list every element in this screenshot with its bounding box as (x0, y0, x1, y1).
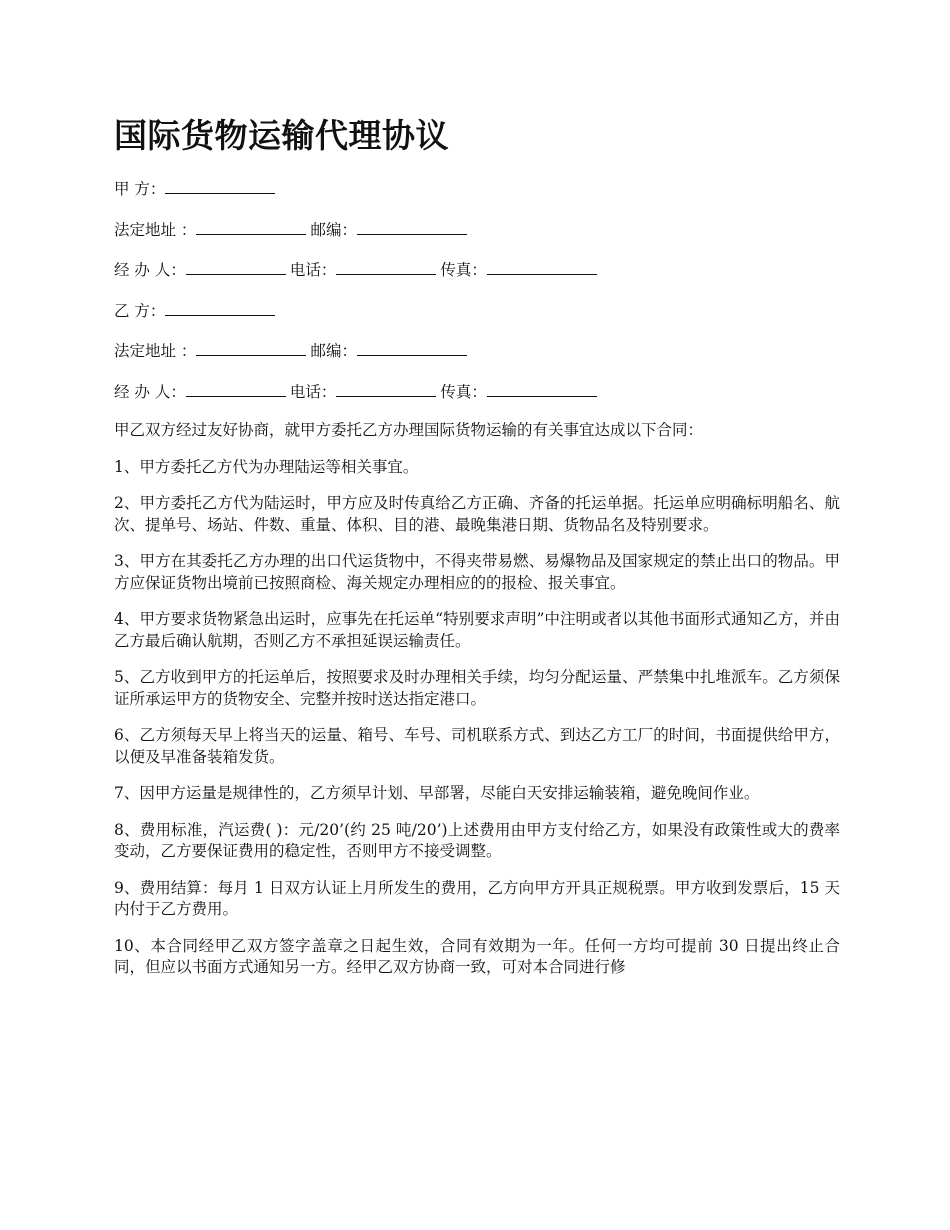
party-a-handler-blank (186, 259, 286, 275)
party-a-address-line (114, 218, 840, 242)
clause-7: 7、因甲方运量是规律性的，乙方须早计划、早部署，尽能白天安排运输装箱，避免晚间作业。 (114, 784, 760, 802)
party-b-postcode-label: 邮编： (310, 342, 357, 360)
party-b-blank (165, 300, 275, 316)
party-a-line (114, 177, 840, 201)
party-b-address-blank (196, 340, 306, 356)
party-a-phone-blank (336, 259, 436, 275)
party-a-address-blank (196, 219, 306, 235)
party-b-handler-blank (186, 381, 286, 397)
party-b-fax-blank (487, 381, 597, 397)
party-b-address-label: 法定地址 ： (114, 342, 197, 360)
party-a-handler-label: 经 办 人： (114, 261, 186, 279)
party-b-handler-label: 经 办 人： (114, 382, 186, 401)
party-a-blank (165, 178, 275, 194)
clause-3: 3、甲方在其委托乙方办理的出口代运货物中，不得夹带易燃、易爆物品及国家规定的禁止出口的物品。甲方应保证货物出境前已按照商检、海关规定办理相应的的报检、报关事宜。 (114, 552, 840, 592)
party-b-handler-line (114, 380, 840, 404)
clause-10: 10、本合同经甲乙双方签字盖章之日起生效，合同有效期为一年。任何一方均可提前 30 日提出终止合同，但应以书面方式通知另一方。经甲乙双方协商一致，可对本合同进行修 (114, 936, 840, 976)
party-a-fax-label: 传真： (440, 261, 487, 279)
party-a-phone-label: 电话： (289, 261, 337, 279)
clause-1: 1、甲方委托乙方代为办理陆运等相关事宜。 (114, 457, 419, 476)
party-b-line (114, 299, 840, 323)
document-page (114, 112, 840, 994)
party-b-label: 乙 方： (114, 301, 166, 320)
clause-8: 8、费用标准，汽运费( )：元/20’(约 25 吨/20’)上述费用由甲方支付给乙方，如果没有政策性或大的费率变动，乙方要保证费用的稳定性，否则甲方不接受调整。 (114, 820, 840, 860)
intro-paragraph: 甲乙双方经过友好协商，就甲方委托乙方办理国际货物运输的有关事宜达成以下合同： (114, 421, 704, 439)
party-a-label: 甲 方： (114, 180, 166, 198)
party-a-address-label: 法定地址 ： (114, 220, 197, 239)
clause-9: 9、费用结算：每月 1 日双方认证上月所发生的费用，乙方向甲方开具正规税票。甲方收到发票后，15 天内付于乙方费用。 (114, 878, 840, 918)
party-b-postcode-blank (357, 340, 467, 356)
party-b-fax-label: 传真： (440, 382, 487, 401)
clause-5: 5、乙方收到甲方的托运单后，按照要求及时办理相关手续，均匀分配运量、严禁集中扎堆派车。乙方须保证所承运甲方的货物安全、完整并按时送达指定港口。 (114, 668, 840, 708)
party-a-postcode-blank (357, 219, 467, 235)
party-b-phone-label: 电话： (289, 382, 337, 401)
party-b-address-line (114, 339, 840, 363)
party-a-handler-line (114, 258, 840, 282)
document-title: 国际货物运输代理协议 (114, 116, 449, 155)
party-b-phone-blank (336, 381, 436, 397)
clause-4: 4、甲方要求货物紧急出运时，应事先在托运单“特别要求声明”中注明或者以其他书面形式通知乙方，并由乙方最后确认航期，否则乙方不承担延误运输责任。 (114, 610, 840, 650)
party-a-fax-blank (487, 259, 597, 275)
clause-6: 6、乙方须每天早上将当天的运量、箱号、车号、司机联系方式、到达乙方工厂的时间，书面提供给甲方，以便及早准备装箱发货。 (114, 726, 840, 766)
party-a-postcode-label: 邮编： (310, 220, 357, 239)
clause-2: 2、甲方委托乙方代为陆运时，甲方应及时传真给乙方正确、齐备的托运单据。托运单应明确标明船名、航次、提单号、场站、件数、重量、体积、目的港、最晚集港日期、货物品名及特别要求。 (114, 494, 840, 534)
